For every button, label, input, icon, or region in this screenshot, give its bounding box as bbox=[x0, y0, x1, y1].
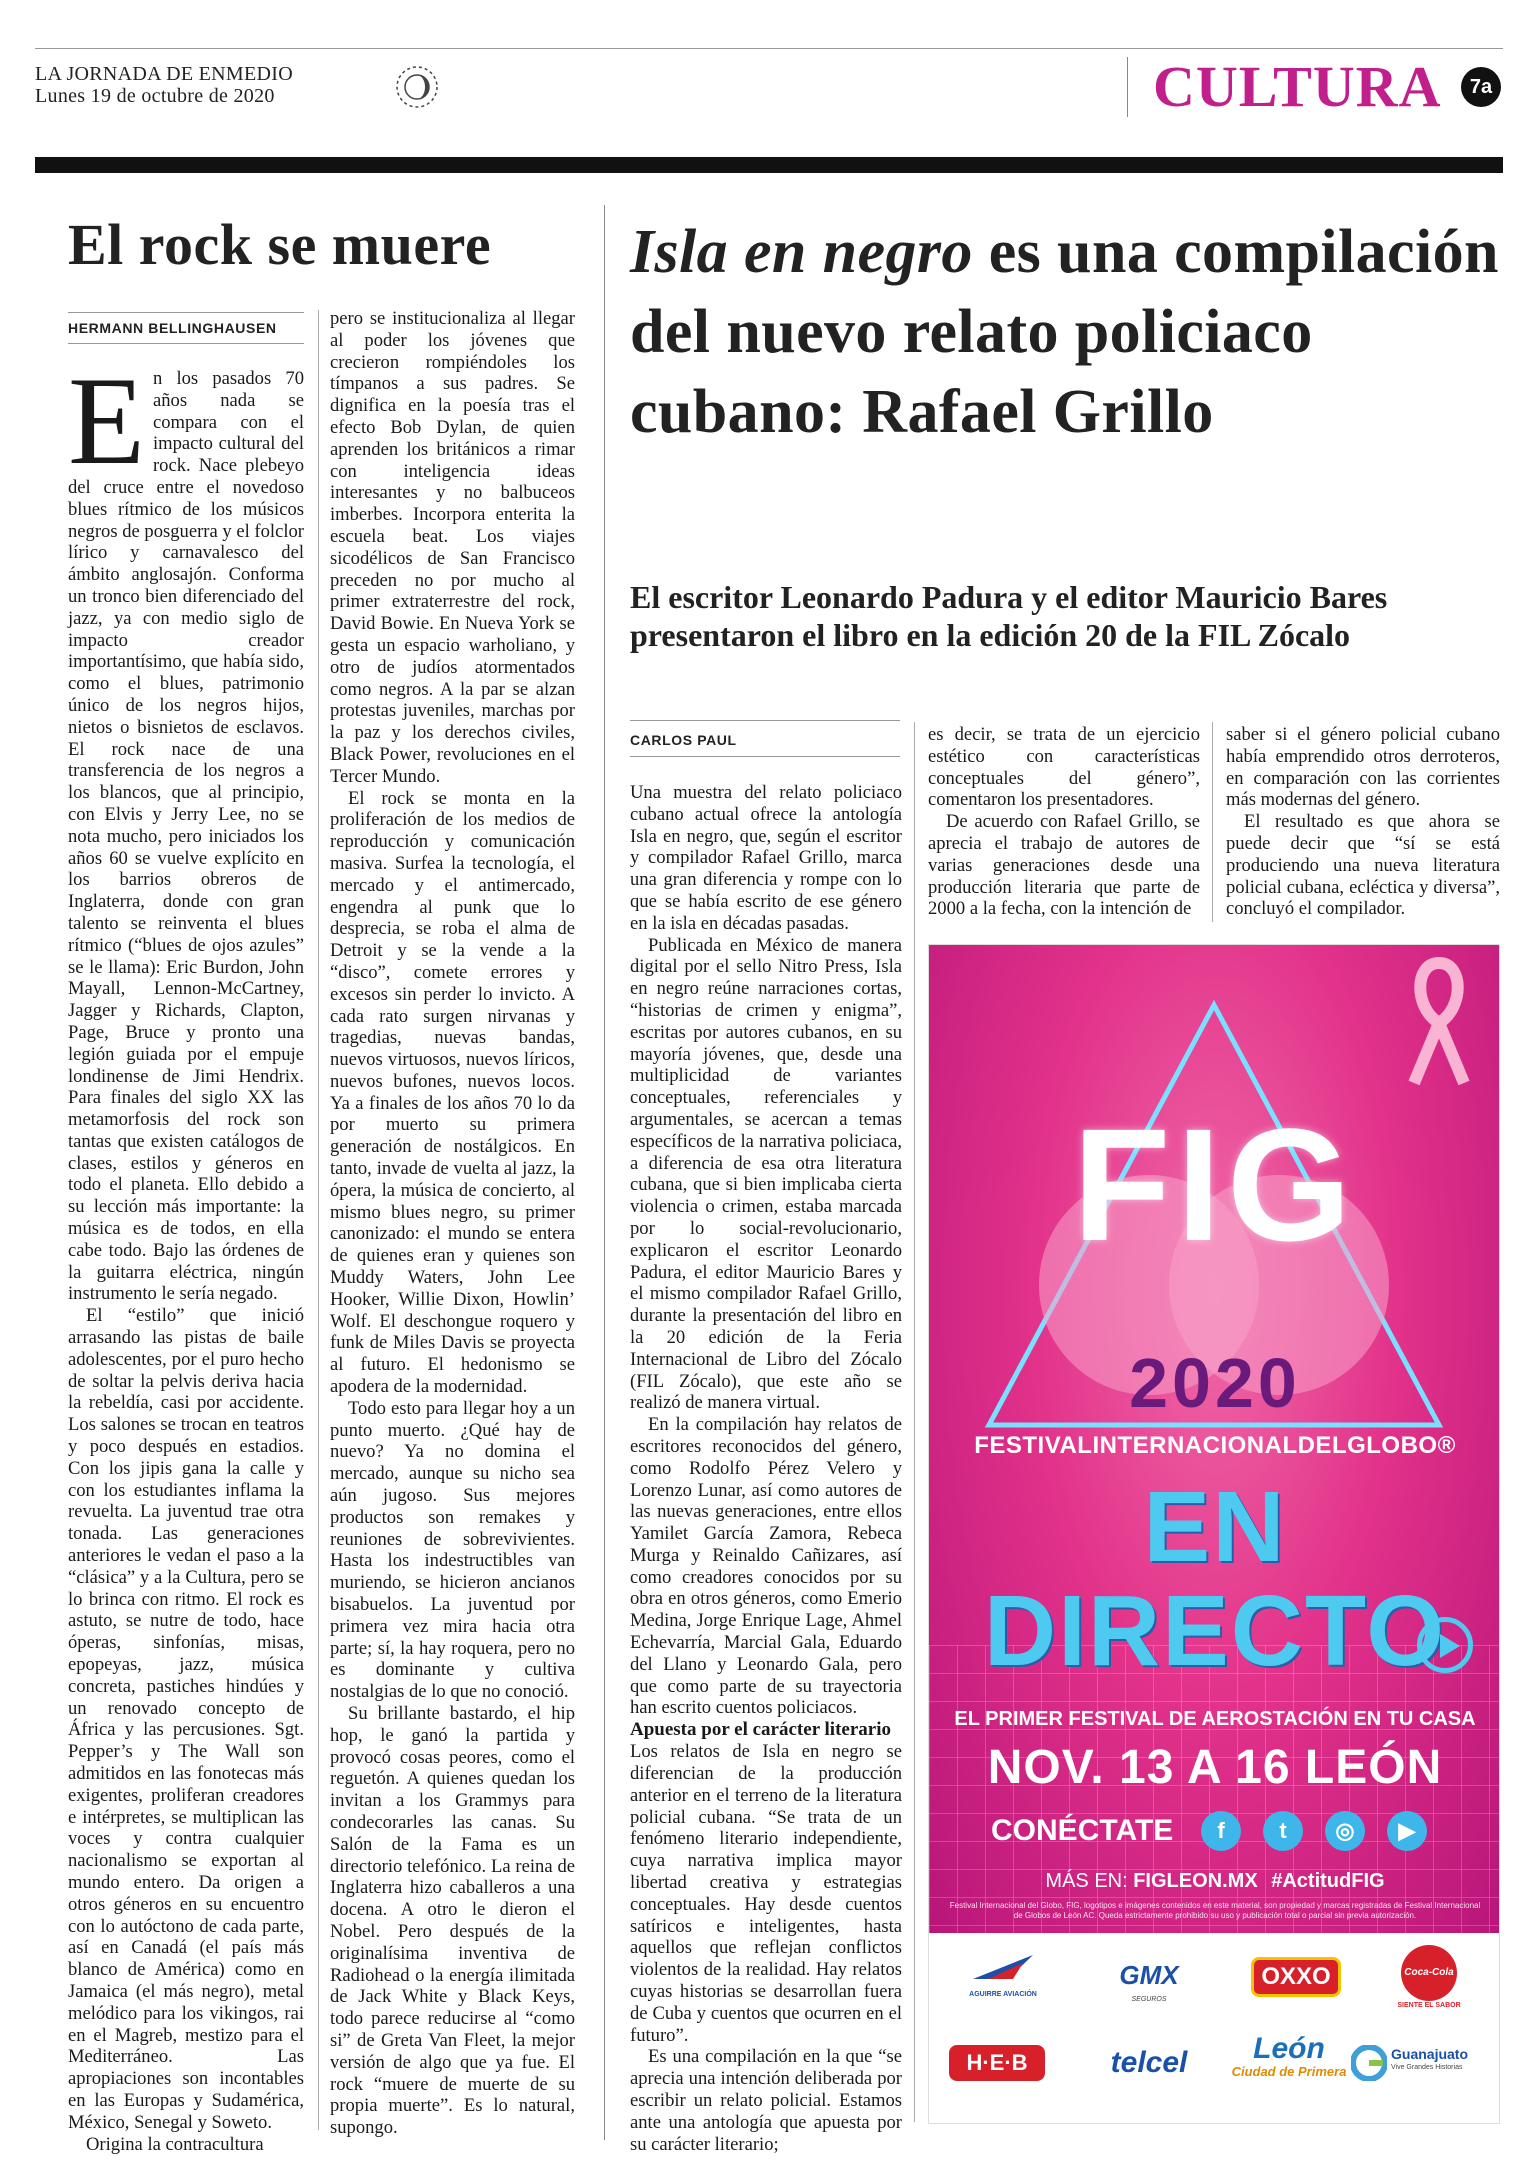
sponsor-oxxo: OXXO bbox=[1251, 1957, 1341, 1997]
sponsor-label: Guanajuato bbox=[1391, 2046, 1469, 2062]
ad-year: 2020 bbox=[1129, 1344, 1301, 1422]
paragraph: Una muestra del relato policiaco cubano actual ofrece la antología Isla en negro, que, según el escritor y compilador Rafael Grillo, marca una gran diferencia y rompe con lo que se había escrito de ese género en la isla en décadas pasadas. bbox=[630, 782, 902, 934]
pink-ribbon-icon bbox=[1399, 953, 1479, 1093]
paper-info bbox=[35, 63, 293, 107]
paragraph: pero se institucionaliza al llegar al poder los jóvenes que crecieron rompiéndoles los tímpanos a sus padres. Se dignifica en la poesía tras el efecto Bob Dylan, de quien aprenden los británicos a rimar con inteligencia ideas interesantes y no balbuceos imberbes. Incorpora enterita la escuela beat. Los viajes sicodélicos de San Francisco preceden no por mucho al primer extraterrestre del rock, David Bowie. En Nueva York se gesta un espacio warholiano, y otro de judíos atormentados como negros. A la par se alzan protestas juveniles, marchas por la paz y los derechos civiles, Black Power, revoluciones en el Tercer Mundo. bbox=[330, 308, 575, 787]
play-icon[interactable] bbox=[1417, 1617, 1473, 1673]
right-deck: El escritor Leonardo Padura y el editor Mauricio Bares presentaron el libro en la edición 20 de la FIL Zócalo bbox=[630, 579, 1388, 653]
sponsor-label: León bbox=[1253, 2032, 1325, 2065]
masthead-bar bbox=[35, 157, 1503, 173]
headline-text: es una compilación del nuevo relato policiaco cubano: Rafael Grillo bbox=[630, 218, 1499, 446]
sponsor-sublabel: SIENTE EL SABOR bbox=[1397, 2002, 1461, 2009]
paper-name: LA JORNADA DE ENMEDIO bbox=[35, 63, 293, 85]
paragraph: Publicada en México de manera digital por el sello Nitro Press, Isla en negro reúne narraciones cortas, “historias de crimen y enigma”, escritas por autores cubanos, en su mayoría jóvenes, que, desde una multiplicidad de variantes conceptuales, referenciales y argumentales, se acercan a temas específicos de la narrativa policiaca, a diferencia de esa otra literatura cubana, que si bien implicaba cierta violencia o crimen, estaba marcada por lo social-revolucionario, explicaron el escritor Leonardo Padura, el editor Mauricio Bares y el mismo compilador Rafael Grillo, durante la presentación del libro en la 20 edición de la Feria Internacional de Libro del Zócalo (FIL Zócalo), que este año se realizó de manera virtual. bbox=[630, 934, 902, 1414]
inner-column-divider bbox=[318, 310, 319, 2130]
left-headline: El rock se muere bbox=[68, 212, 492, 277]
issue-date: Lunes 19 de octubre de 2020 bbox=[35, 85, 275, 107]
ad-more-info bbox=[929, 1869, 1500, 1893]
column-divider bbox=[604, 205, 605, 2140]
masthead bbox=[35, 48, 1503, 130]
paragraph: es decir, se trata de un ejercicio estético con características conceptuales del género”, comentaron los presentadores. bbox=[928, 724, 1200, 811]
ad-dates: NOV. 13 A 16 LEÓN bbox=[987, 1741, 1443, 1794]
ad-connect-label: CONÉCTATE bbox=[991, 1814, 1174, 1847]
paragraph: En la compilación hay relatos de escritores reconocidos del género, como Rodolfo Pérez Velero y Lorenzo Lunar, así como autores de las nuevas generaciones, entre ellos Yamilet García Zamora, Rebeca Murga y Reinaldo Cañizares, así como creadores conocidos por su obra en otros géneros, como Emerio Medina, Jorge Enrique Lage, Ahmel Echevarría, Marcial Gala, Eduardo del Llano y Leonardo Gala, pero que como parte de su trayectoria han escrito cuentos policiacos. bbox=[630, 1414, 902, 1719]
ad-hashtag: #ActitudFIG bbox=[1271, 1870, 1385, 1892]
sponsor-sublabel: Ciudad de Primera bbox=[1231, 2064, 1347, 2079]
byline-rule bbox=[68, 343, 304, 344]
ad-website-link[interactable]: FIGLEON.MX bbox=[1133, 1870, 1258, 1892]
sponsor-heb: H·E·B bbox=[949, 2045, 1045, 2081]
paragraph: Todo esto para llegar hoy a un punto muerto. ¿Qué hay de nuevo? Ya no domina el mercado, aunque su nicho sea aún jugoso. Sus mejores productos son remakes y reuniones de sobrevivientes. Hasta los indestructibles van muriendo, se hicieron ancianos bisabuelos. La juventud por primera vez mira hacia otra parte; sí, la hay roquera, pero no es dominante y cultiva nostalgias de lo que no conoció. bbox=[330, 1397, 575, 1703]
left-column-2 bbox=[330, 308, 575, 2139]
sponsor-gmx bbox=[1089, 1955, 1209, 2004]
masthead-divider bbox=[1127, 57, 1128, 117]
right-column-1 bbox=[630, 782, 902, 2155]
right-headline bbox=[630, 212, 1500, 452]
left-byline: HERMANN BELLINGHAUSEN bbox=[68, 320, 277, 336]
right-column-3 bbox=[1226, 724, 1500, 920]
byline-rule bbox=[630, 720, 900, 721]
youtube-icon[interactable]: ▶ bbox=[1387, 1811, 1427, 1851]
right-byline: CARLOS PAUL bbox=[630, 732, 737, 748]
guanajuato-g-icon bbox=[1351, 2045, 1387, 2081]
fig-advertisement[interactable] bbox=[928, 944, 1500, 2124]
sponsor-sublabel: SEGUROS bbox=[1131, 1996, 1167, 2003]
sponsor-telcel: telcel bbox=[1110, 2046, 1188, 2079]
ad-headline: EN DIRECTO bbox=[983, 1471, 1447, 1687]
headline-book-title: Isla en negro bbox=[630, 218, 973, 286]
paragraph: n los pasados 70 años nada se compara con el impacto cultural del rock. Nace plebeyo del cruce entre el novedoso blues rítmico de los músicos negros de posguerra y el folclor lírico y carnavalesco del ámbito anglosajón. Conforma un tronco bien diferenciado del jazz, ya con medio siglo de impacto creador importantísimo, que había sido, como el blues, patrimonio único de los negros hijos, nietos o bisnietos de esclavos. El rock nace de una transferencia de los negros a los blancos, que al principio, con Elvis y Jerry Lee, no se nota mucho, pero iniciados los años 60 se vuelve explícito en los barrios obreros de Inglaterra, donde con gran talento se reinventa el blues rítmico (“blues de ojos azules” se le llama): Eric Burdon, John Mayall, Lennon-McCartney, Jagger y Richards, Clapton, Page, Bruce y pronto una legión guiada por el empuje londinense de Jimi Hendrix. Para finales del siglo XX las metamorfosis del rock son tantas que existen catálogos de clases, estilos y géneros en todo el planeta. Ello debido a su lección más importante: la música es de todos, en ella cabe todo. Bajo las órdenes de la guitarra eléctrica, ningún instrumento le sería negado. bbox=[68, 368, 304, 1305]
subheading: Apuesta por el carácter literario bbox=[630, 1719, 891, 1741]
aguirre-wing-icon bbox=[968, 1949, 1038, 1985]
instagram-icon[interactable]: ◎ bbox=[1325, 1811, 1365, 1851]
twitter-icon[interactable]: t bbox=[1263, 1811, 1303, 1851]
facebook-icon[interactable]: f bbox=[1201, 1811, 1241, 1851]
ad-more-prefix: MÁS EN: bbox=[1045, 1870, 1134, 1892]
paragraph: El resultado es que ahora se puede decir que “sí se está produciendo una nueva literatura policial cubana, ecléctica y diversa”, concluyó el compilador. bbox=[1226, 811, 1500, 920]
byline-rule bbox=[68, 312, 304, 313]
sun-moon-logo-icon bbox=[387, 57, 447, 117]
sponsor-label: AGUIRRE AVIACIÓN bbox=[969, 1991, 1037, 1998]
sponsor-label: GMX bbox=[1119, 1960, 1179, 1990]
sponsor-sublabel: Vive Grandes Historias bbox=[1391, 2064, 1463, 2071]
paragraph: Origina la contracultura bbox=[86, 2133, 264, 2155]
ad-legal-text: Festival Internacional del Globo, FIG, logotipos e imágenes contenidos en este material, son propiedad y marcas registradas de Festival Internacional de Globos de León AC. Queda estrictamente prohibido su uso y publicación total o parcial sin previa autorización. bbox=[949, 1901, 1481, 1920]
paragraph: El rock se monta en la proliferación de los medios de reproducción y comunicación masiva. Surfea la tecnología, el mercado y el antimercado, engendra al punk que lo desprecia, se roba el alma de Detroit y se la vende a la “disco”, comete errores y excesos sin perder lo invicto. A cada rato surgen nirvanas y tragedias, nuevas bandas, nuevos virtuosos, nuevos líricos, nuevos bufones, nuevos locos. Ya a finales de los años 70 lo da por muerto su primera generación de nostálgicos. En tanto, invade de vuelta al jazz, la ópera, la música de concierto, al mismo blues negro, su primer canonizado: el mundo se entera de quienes eran y quienes son Muddy Waters, John Lee Hooker, Willie Dixon, Howlin’ Wolf. El deschongue roquero y funk de Miles Davis se proyecta al futuro. El hedonismo se apodera de la modernidad. bbox=[330, 787, 575, 1398]
left-column-1 bbox=[68, 352, 304, 2155]
inner-column-divider bbox=[1212, 722, 1213, 922]
paragraph: saber si el género policial cubano había emprendido otros derroteros, en comparación con las corrientes más modernas del género. bbox=[1226, 724, 1500, 811]
paragraph: El “estilo” que inició arrasando las pistas de baile adolescentes, por el puro hecho de soltar la pelvis deriva hacia la rebeldía, casi por accidente. Los salones se trocan en teatros y poco después en estadios. Con los jipis gana la calle y con los estudiantes inflama la revuelta. La juventud trae otra tonada. Las generaciones anteriores le vedan el paso a la “clásica” y a la Cultura, pero se lo brinca con ritmo. El rock es astuto, se nutre de todo, hace óperas, sinfonías, misas, epopeyas, jazz, música concreta, pastiches hindúes y un renovado concepto de África y las percusiones. Sgt. Pepper’s y The Wall son admitidos en las fonotecas más exigentes, proliferan creadores e intérpretes, se multiplican las voces y contra cualquier nacionalismo se exportan al mundo entero. Da origen a otros géneros en su encuentro con lo autóctono de cada parte, así en Canadá (el país más blanco de América) como en Jamaica (el más negro), metal melódico para los vikingos, rai en el Magreb, mestizo para el Mediterráneo. Las apropiaciones son incontables en las Europas y Sudamérica, México, Senegal y Soweto. bbox=[68, 1305, 304, 2133]
byline-rule bbox=[630, 756, 900, 757]
paragraph: Su brillante bastardo, el hip hop, le ganó la partida y provocó cosas peores, como el reguetón. A quienes quedan los invitan a los Grammys para condecorarles las canas. Su Salón de la Fama es un directorio telefónico. La reina de Inglaterra hizo caballeros a una docena. A otro le dieron el Nobel. Pero después de la originalísima inventiva de Radiohead o la energía ilimitada de Jack White y Black Keys, todo parece reducirse al “como si” de Greta Van Fleet, la mejor versión de algo que ya fue. El rock “muere de muerte de su propia muerte”. Es lo natural, supongo. bbox=[330, 1703, 575, 2139]
ad-banner bbox=[929, 945, 1500, 1933]
paragraph: Es una compilación en la que “se aprecia una intención deliberada por escribir un relato policial. Estamos ante una antología que apuesta por su carácter literario; bbox=[630, 2046, 902, 2155]
right-column-2 bbox=[928, 724, 1200, 920]
section-title: CULTURA bbox=[1153, 54, 1442, 119]
sponsor-leon bbox=[1229, 2033, 1349, 2079]
sponsor-cocacola bbox=[1369, 1945, 1489, 2010]
drop-cap: E bbox=[68, 352, 145, 491]
ad-festival-name: FESTIVALINTERNACIONALDELGLOBO® bbox=[974, 1432, 1456, 1459]
sponsor-logos bbox=[929, 1933, 1500, 2124]
page-number-badge: 7a bbox=[1461, 67, 1501, 107]
sponsor-label: Coca-Cola bbox=[1401, 1945, 1457, 2001]
sponsor-guanajuato bbox=[1351, 2045, 1500, 2081]
paragraph: Los relatos de Isla en negro se diferencian de la producción anterior en el terreno de la literatura policial cubana. “Se trata de un fenómeno literario independiente, cuya narrativa implica mayor libertad creativa y estrategias conceptuales. Hay desde cuentos satíricos e inteligentes, hasta aquellos que reflejan conflictos violentos de la realidad. Hay relatos cuyas historias se desarrollan fuera de Cuba y cuentos que ocurren en el futuro”. bbox=[630, 1741, 902, 2046]
sponsor-aguirre bbox=[943, 1949, 1063, 1999]
paragraph: De acuerdo con Rafael Grillo, se aprecia el trabajo de autores de varias generaciones desde una producción literaria que parte de 2000 a la fecha, con la intención de bbox=[928, 811, 1200, 920]
inner-column-divider bbox=[914, 722, 915, 2122]
ad-tagline: EL PRIMER FESTIVAL DE AEROSTACIÓN EN TU CASA bbox=[954, 1708, 1476, 1730]
ad-logo: FIG bbox=[1072, 1095, 1358, 1274]
